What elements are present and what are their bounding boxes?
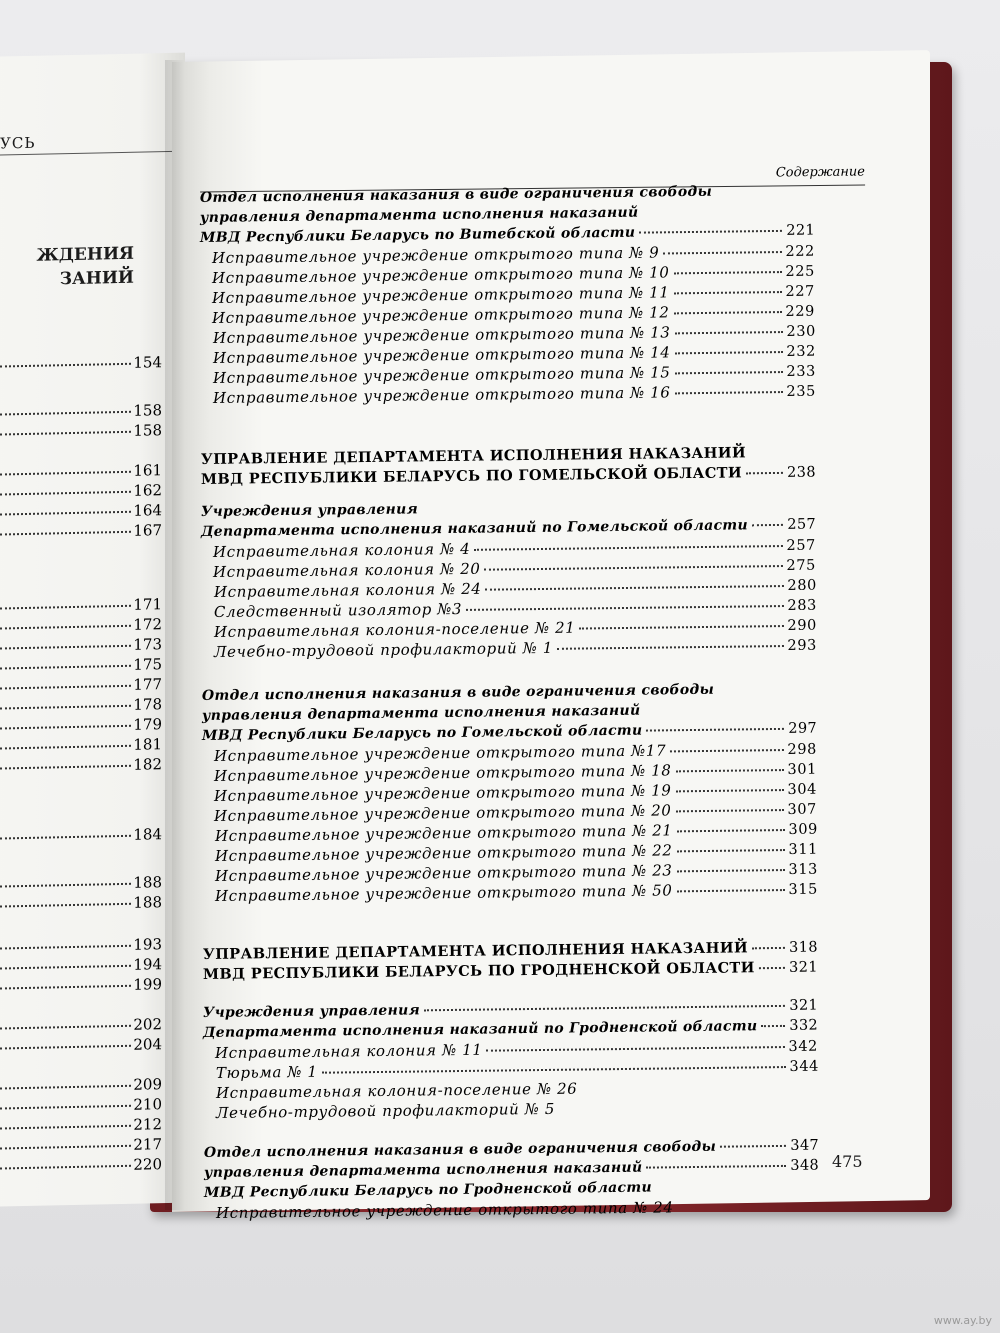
dot-leader [579, 625, 783, 629]
toc-entry-page: 222 [785, 243, 816, 260]
left-toc-page-number: 179 [133, 715, 162, 734]
dot-leader [0, 1025, 131, 1030]
toc-entry-title: Исправительная колония № 20 [213, 559, 482, 581]
dot-leader [752, 524, 783, 526]
dot-leader [759, 967, 785, 969]
dot-leader [0, 363, 131, 368]
left-toc-page-number: 181 [133, 735, 162, 754]
dot-leader [0, 1125, 131, 1130]
dot-leader [647, 728, 785, 732]
dot-leader [746, 472, 783, 474]
toc-entry-title: Исправительное учреждение открытого типа № 21 [214, 821, 673, 845]
dot-leader [0, 1165, 131, 1170]
left-toc-row [0, 1155, 162, 1180]
toc-entry-title: Учреждения управления [201, 501, 419, 520]
left-toc-page-number: 212 [133, 1115, 162, 1134]
dot-leader [485, 565, 783, 571]
left-toc-row [0, 421, 162, 446]
toc-entry-page: 233 [786, 363, 816, 380]
dot-leader [674, 271, 782, 274]
left-heading-line-2: ЗАНИЙ [59, 267, 134, 290]
dot-leader [0, 725, 131, 730]
toc-entry-page: 301 [787, 761, 818, 778]
dot-leader [674, 311, 782, 314]
toc-entry-title: Исправительное учреждение открытого типа № 13 [212, 323, 671, 347]
dot-leader [762, 1025, 786, 1027]
toc-entry-page: 221 [786, 222, 816, 239]
left-toc-row [0, 1035, 162, 1060]
left-toc-page-number: 167 [133, 521, 162, 540]
toc-entry-page: 315 [788, 881, 818, 898]
toc-entry-page: 290 [787, 617, 817, 634]
toc-entry-title: Исправительная колония № 24 [213, 579, 482, 601]
left-toc-page-number: 154 [133, 353, 162, 372]
toc-entry-title: Исправительное учреждение открытого типа № 15 [212, 363, 671, 387]
toc-entry-page: 283 [787, 597, 817, 614]
toc-entry-title: Исправительное учреждение открытого типа № 11 [212, 283, 671, 307]
toc-entry-title: Учреждения управления [203, 1002, 421, 1021]
left-page-header: УСЬ [0, 133, 36, 153]
toc-entry-title: Лечебно-трудовой профилакторий № 1 [213, 638, 553, 661]
gutter-shadow [165, 60, 185, 1210]
left-toc-page-number: 173 [133, 635, 162, 654]
dot-leader [664, 251, 782, 254]
dot-leader [0, 685, 131, 690]
toc-entry-page: 321 [789, 997, 819, 1014]
left-toc-page-number: 194 [133, 955, 162, 974]
toc-entry-page: 311 [788, 841, 818, 858]
toc-entry-page: 235 [786, 383, 816, 400]
left-toc-page-number: 188 [133, 873, 162, 892]
toc-entry-title: МВД РЕСПУБЛИКИ БЕЛАРУСЬ ПО ГРОДНЕНСКОЙ ОБЛАСТИ [202, 959, 755, 983]
toc-entry-page: 298 [787, 741, 818, 758]
dot-leader [676, 849, 784, 852]
toc-entry-title: Исправительное учреждение открытого типа № 12 [212, 303, 671, 327]
left-toc-page-number: 162 [133, 481, 162, 500]
toc-entry-page: 321 [789, 959, 819, 976]
left-toc-row [0, 893, 162, 918]
toc-entry-page: 280 [786, 577, 817, 594]
toc-entry-title: УПРАВЛЕНИЕ ДЕПАРТАМЕНТА ИСПОЛНЕНИЯ НАКАЗАНИЙ [202, 939, 749, 963]
toc-entry-title: Исправительное учреждение открытого типа № 20 [214, 801, 673, 825]
toc-entry-title: Исправительная колония № 11 [215, 1040, 483, 1062]
page-number: 475 [832, 1152, 863, 1171]
toc-entry-title: МВД Республики Беларусь по Гомельской области [202, 722, 643, 744]
left-toc-page-number: 193 [133, 935, 162, 954]
toc-entry-page: 297 [788, 720, 818, 737]
toc-entry-title: Отдел исполнения наказания в виде ограничения свободы [203, 1138, 716, 1161]
dot-leader [485, 585, 783, 591]
dot-leader [0, 705, 131, 710]
toc-entry-page: 348 [790, 1157, 819, 1174]
toc-entry-page: 238 [787, 464, 817, 481]
toc-entry-page: 229 [785, 303, 816, 320]
dot-leader [0, 945, 131, 950]
dot-leader [752, 947, 785, 949]
toc-entry-title: управления департамента исполнения наказаний [203, 1159, 643, 1181]
toc-entry-page: 309 [787, 821, 818, 838]
toc-entry-page: 347 [790, 1137, 819, 1154]
toc-entry-title: управления департамента исполнения наказаний [201, 702, 641, 724]
toc-entry-title: Следственный изолятор №3 [213, 599, 462, 621]
toc-entry-title: Исправительная колония-поселение № 21 [213, 618, 576, 641]
dot-leader [487, 1046, 785, 1052]
toc-entry-page: 332 [789, 1017, 819, 1034]
toc-entry-title: Исправительное учреждение открытого типа № 18 [214, 761, 672, 785]
toc-entry-page: 227 [785, 283, 816, 300]
toc-entry-page: 342 [788, 1038, 819, 1055]
toc-entry-page: 307 [787, 801, 818, 818]
left-toc-page-number: 220 [133, 1155, 162, 1174]
dot-leader [0, 665, 131, 670]
dot-leader [0, 903, 131, 908]
left-toc-row [0, 825, 162, 850]
toc-entry-page: 313 [788, 861, 818, 878]
left-toc-row [0, 975, 162, 1000]
dot-leader [0, 835, 131, 840]
dot-leader [0, 1045, 131, 1050]
dot-leader [674, 371, 782, 374]
left-toc-page-number: 182 [133, 755, 162, 774]
dot-leader [0, 765, 131, 770]
toc-entry-title: Исправительное учреждение открытого типа № 10 [212, 263, 670, 287]
dot-leader [674, 351, 782, 354]
left-toc-row [0, 755, 162, 780]
dot-leader [0, 1145, 131, 1150]
dot-leader [676, 789, 784, 792]
left-toc-page-number: 204 [133, 1035, 162, 1054]
left-toc-row [0, 521, 162, 546]
left-toc-page-number: 202 [133, 1015, 162, 1034]
dot-leader [0, 531, 131, 536]
toc-entry-title: Исправительное учреждение открытого типа № 16 [212, 383, 671, 407]
left-toc-page-number: 161 [133, 461, 162, 480]
toc-entry-page: 304 [787, 781, 818, 798]
toc-entry-page: 344 [788, 1058, 819, 1075]
left-page [0, 53, 185, 1208]
left-toc-page-number: 175 [133, 655, 162, 674]
dot-leader [0, 431, 131, 436]
dot-leader [424, 1005, 785, 1011]
dot-leader [0, 965, 131, 970]
left-toc-page-number: 217 [133, 1135, 162, 1154]
left-toc-row [0, 353, 162, 378]
left-toc-page-number: 184 [133, 825, 162, 844]
toc-entry-title: Отдел исполнения наказания в виде ограничения свободы [201, 681, 715, 704]
toc-entry-title: Исправительное учреждение открытого типа № 9 [212, 243, 660, 267]
dot-leader [676, 869, 784, 872]
toc-entry-title: управления департамента исполнения наказаний [199, 204, 639, 226]
toc-entry-title: Исправительное учреждение открытого типа № 19 [214, 781, 673, 805]
left-toc-page-number: 171 [133, 595, 162, 614]
left-toc-page-number: 210 [133, 1095, 162, 1114]
left-toc-page-number: 164 [133, 501, 162, 520]
dot-leader [466, 605, 783, 611]
dot-leader [475, 545, 783, 551]
toc-entry-title: Исправительная колония № 4 [213, 539, 471, 561]
dot-leader [0, 605, 131, 610]
dot-leader [639, 230, 782, 234]
dot-leader [0, 745, 131, 750]
toc-entry-page: 232 [786, 343, 816, 360]
dot-leader [557, 645, 784, 650]
dot-leader [321, 1066, 785, 1074]
toc-entry-title: Исправительное учреждение открытого типа № 23 [214, 861, 673, 885]
watermark: www.ay.by [933, 1314, 992, 1327]
toc-entry-title: Лечебно-трудовой профилакторий № 5 [215, 1099, 555, 1122]
toc-entry-title: Исправительное учреждение открытого типа № 50 [214, 881, 673, 905]
toc-entry-title: МВД РЕСПУБЛИКИ БЕЛАРУСЬ ПО ГОМЕЛЬСКОЙ ОБЛАСТИ [201, 464, 743, 488]
dot-leader [720, 1145, 786, 1148]
toc-entry-page: 230 [785, 323, 816, 340]
running-header-title: Содержание [775, 164, 866, 181]
toc-entry-title: Исправительное учреждение открытого типа № 22 [214, 841, 673, 865]
toc-entry-page: 275 [786, 557, 817, 574]
dot-leader [670, 749, 783, 752]
dot-leader [674, 291, 782, 294]
dot-leader [0, 471, 131, 476]
dot-leader [0, 883, 131, 888]
left-toc-page-number: 158 [133, 421, 162, 440]
left-toc-page-number: 178 [133, 695, 162, 714]
dot-leader [0, 1105, 131, 1110]
dot-leader [676, 829, 784, 832]
toc-entry-title: МВД Республики Беларусь по Гродненской области [203, 1179, 652, 1201]
dot-leader [674, 391, 782, 394]
toc-entry-page: 318 [788, 939, 819, 956]
dot-leader [676, 889, 784, 892]
dot-leader [0, 645, 131, 650]
toc-entry-title: УПРАВЛЕНИЕ ДЕПАРТАМЕНТА ИСПОЛНЕНИЯ НАКАЗАНИЙ [200, 444, 747, 468]
dot-leader [646, 1165, 786, 1169]
toc-entry-title: Департамента исполнения наказаний по Гомельской области [201, 517, 749, 540]
toc-entry-title: Исправительное учреждение открытого типа № 24 [215, 1198, 674, 1222]
dot-leader [0, 985, 131, 990]
left-toc-page-number: 209 [133, 1075, 162, 1094]
toc-entry-title: Исправительное учреждение открытого типа №17 [214, 741, 667, 765]
toc-entry-page: 293 [787, 637, 817, 654]
dot-leader [0, 1085, 131, 1090]
toc-entry-title: Исправительная колония-поселение № 26 [215, 1079, 578, 1102]
dot-leader [0, 625, 131, 630]
toc-entry-title: Отдел исполнения наказания в виде ограничения свободы [199, 183, 713, 206]
toc-entry-title: МВД Республики Беларусь по Витебской области [200, 224, 636, 246]
dot-leader [0, 491, 131, 496]
left-toc-page-number: 172 [133, 615, 162, 634]
toc-entry-title: Исправительное учреждение открытого типа № 14 [212, 343, 671, 367]
left-toc-page-number: 158 [133, 401, 162, 420]
left-heading-line-1: ЖДЕНИЯ [36, 243, 134, 266]
dot-leader [0, 511, 131, 516]
left-toc-page-number: 188 [133, 893, 162, 912]
dot-leader [676, 769, 784, 772]
toc-entry-title: Тюрьма № 1 [215, 1062, 318, 1082]
dot-leader [676, 809, 784, 812]
left-toc-page-number: 199 [133, 975, 162, 994]
left-toc-page-number: 177 [133, 675, 162, 694]
dot-leader [0, 411, 131, 416]
toc-entry-page: 257 [787, 516, 817, 533]
dot-leader [674, 331, 782, 334]
toc-entry-page: 225 [785, 263, 816, 280]
toc-entry-page: 257 [786, 537, 817, 554]
toc-entry-title: Департамента исполнения наказаний по Гродненской области [203, 1018, 758, 1041]
